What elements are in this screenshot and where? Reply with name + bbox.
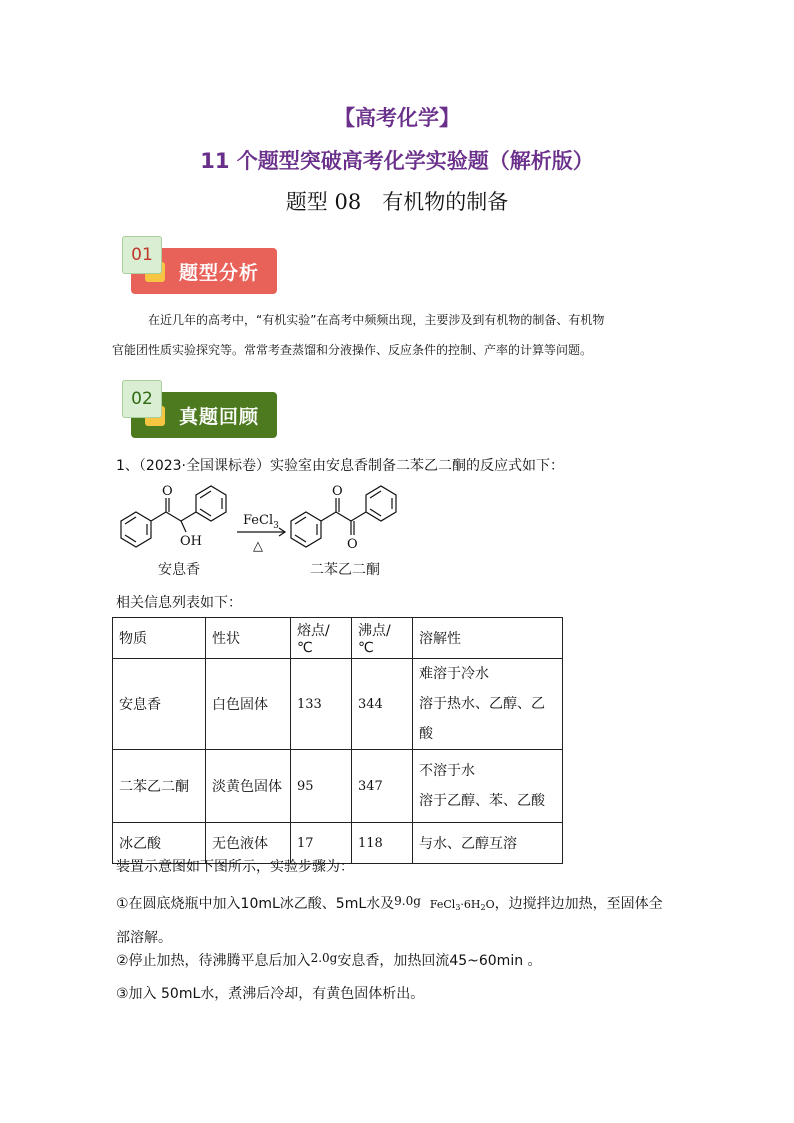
- oxygen-label: O: [347, 537, 358, 552]
- step-1-line: [116, 886, 686, 923]
- oxygen-label: O: [332, 484, 343, 499]
- step-text: ，边搅拌边加热，至固体全: [494, 896, 663, 912]
- solubility-line: 溶于乙醇、苯、乙酸: [419, 793, 545, 809]
- info-table: [112, 617, 563, 864]
- cell-bp: 347: [352, 750, 413, 823]
- table-header: 物质: [113, 618, 206, 659]
- title-topic: 题型 08 有机物的制备: [285, 190, 509, 214]
- reaction-scheme: [110, 480, 440, 585]
- cell-mp: 17: [291, 823, 352, 864]
- cell-solubility: [413, 750, 563, 823]
- section-label: 真题回顾: [179, 406, 260, 428]
- cell-mp: 95: [291, 750, 352, 823]
- step-mass: 9.0g: [394, 894, 421, 908]
- solubility-line: 难溶于冷水: [419, 666, 489, 682]
- table-row: [113, 750, 563, 823]
- step-text: ①在圆底烧瓶中加入10mL冰乙酸、5mL水及: [116, 896, 395, 912]
- reagent-label: FeCl$_3$: [243, 513, 279, 531]
- cell-name: 冰乙酸: [113, 823, 206, 864]
- table-header: 沸点/℃: [352, 618, 413, 659]
- product-name: 二苯乙二酮: [310, 562, 380, 578]
- analysis-line: 在近几年的高考中，“有机实验”在高考中频频出现，主要涉及到有机物的制备、有机物: [148, 313, 605, 327]
- cell-state: 白色固体: [206, 659, 291, 750]
- hydroxyl-label: OH: [180, 534, 202, 549]
- step-text: 安息香，加热回流45~60min 。: [337, 953, 542, 969]
- cell-name: 安息香: [113, 659, 206, 750]
- table-intro: 相关信息列表如下：: [116, 595, 242, 611]
- cell-bp: 344: [352, 659, 413, 750]
- table-header: 溶解性: [413, 618, 563, 659]
- solubility-line: 不溶于水: [419, 763, 475, 779]
- step-text: 部溶解。: [116, 930, 172, 946]
- steps-intro: 装置示意图如下图所示，实验步骤为：: [116, 859, 354, 875]
- analysis-line: 官能团性质实验探究等。常常考查蒸馏和分液操作、反应条件的控制、产率的计算等问题。: [112, 343, 593, 357]
- section-label: 题型分析: [179, 262, 260, 284]
- section-number: 02: [122, 380, 162, 418]
- step-3: ③加入 50mL水，煮沸后冷却，有黄色固体析出。: [116, 986, 425, 1002]
- step-2: [116, 950, 542, 970]
- title-main: 11 个题型突破高考化学实验题（解析版）: [200, 149, 594, 173]
- step-1: [116, 886, 686, 954]
- analysis-paragraph: [112, 305, 682, 365]
- table-header: 性状: [206, 618, 291, 659]
- table-header-row: [113, 618, 563, 659]
- cell-state: 无色液体: [206, 823, 291, 864]
- heat-condition: △: [253, 539, 263, 554]
- cell-name: 二苯乙二酮: [113, 750, 206, 823]
- oxygen-label: O: [162, 484, 173, 499]
- table-row: [113, 659, 563, 750]
- cell-solubility: [413, 659, 563, 750]
- step-mass: 2.0g: [310, 951, 338, 965]
- cell-mp: 133: [291, 659, 352, 750]
- title-bracket: 【高考化学】: [334, 106, 460, 130]
- step-reagent: $FeCl_3\cdot 6H_2O$: [429, 898, 495, 912]
- step-text: ②停止加热，待沸腾平息后加入: [116, 953, 311, 969]
- cell-bp: 118: [352, 823, 413, 864]
- question-intro: 1、（2023·全国课标卷）实验室由安息香制备二苯乙二酮的反应式如下：: [116, 458, 564, 474]
- table-header: 熔点/℃: [291, 618, 352, 659]
- cell-state: 淡黄色固体: [206, 750, 291, 823]
- solubility-line: 溶于热水、乙醇、乙酸: [419, 696, 545, 742]
- section-number: 01: [122, 236, 162, 274]
- reactant-name: 安息香: [158, 562, 200, 578]
- cell-solubility: 与水、乙醇互溶: [413, 823, 563, 864]
